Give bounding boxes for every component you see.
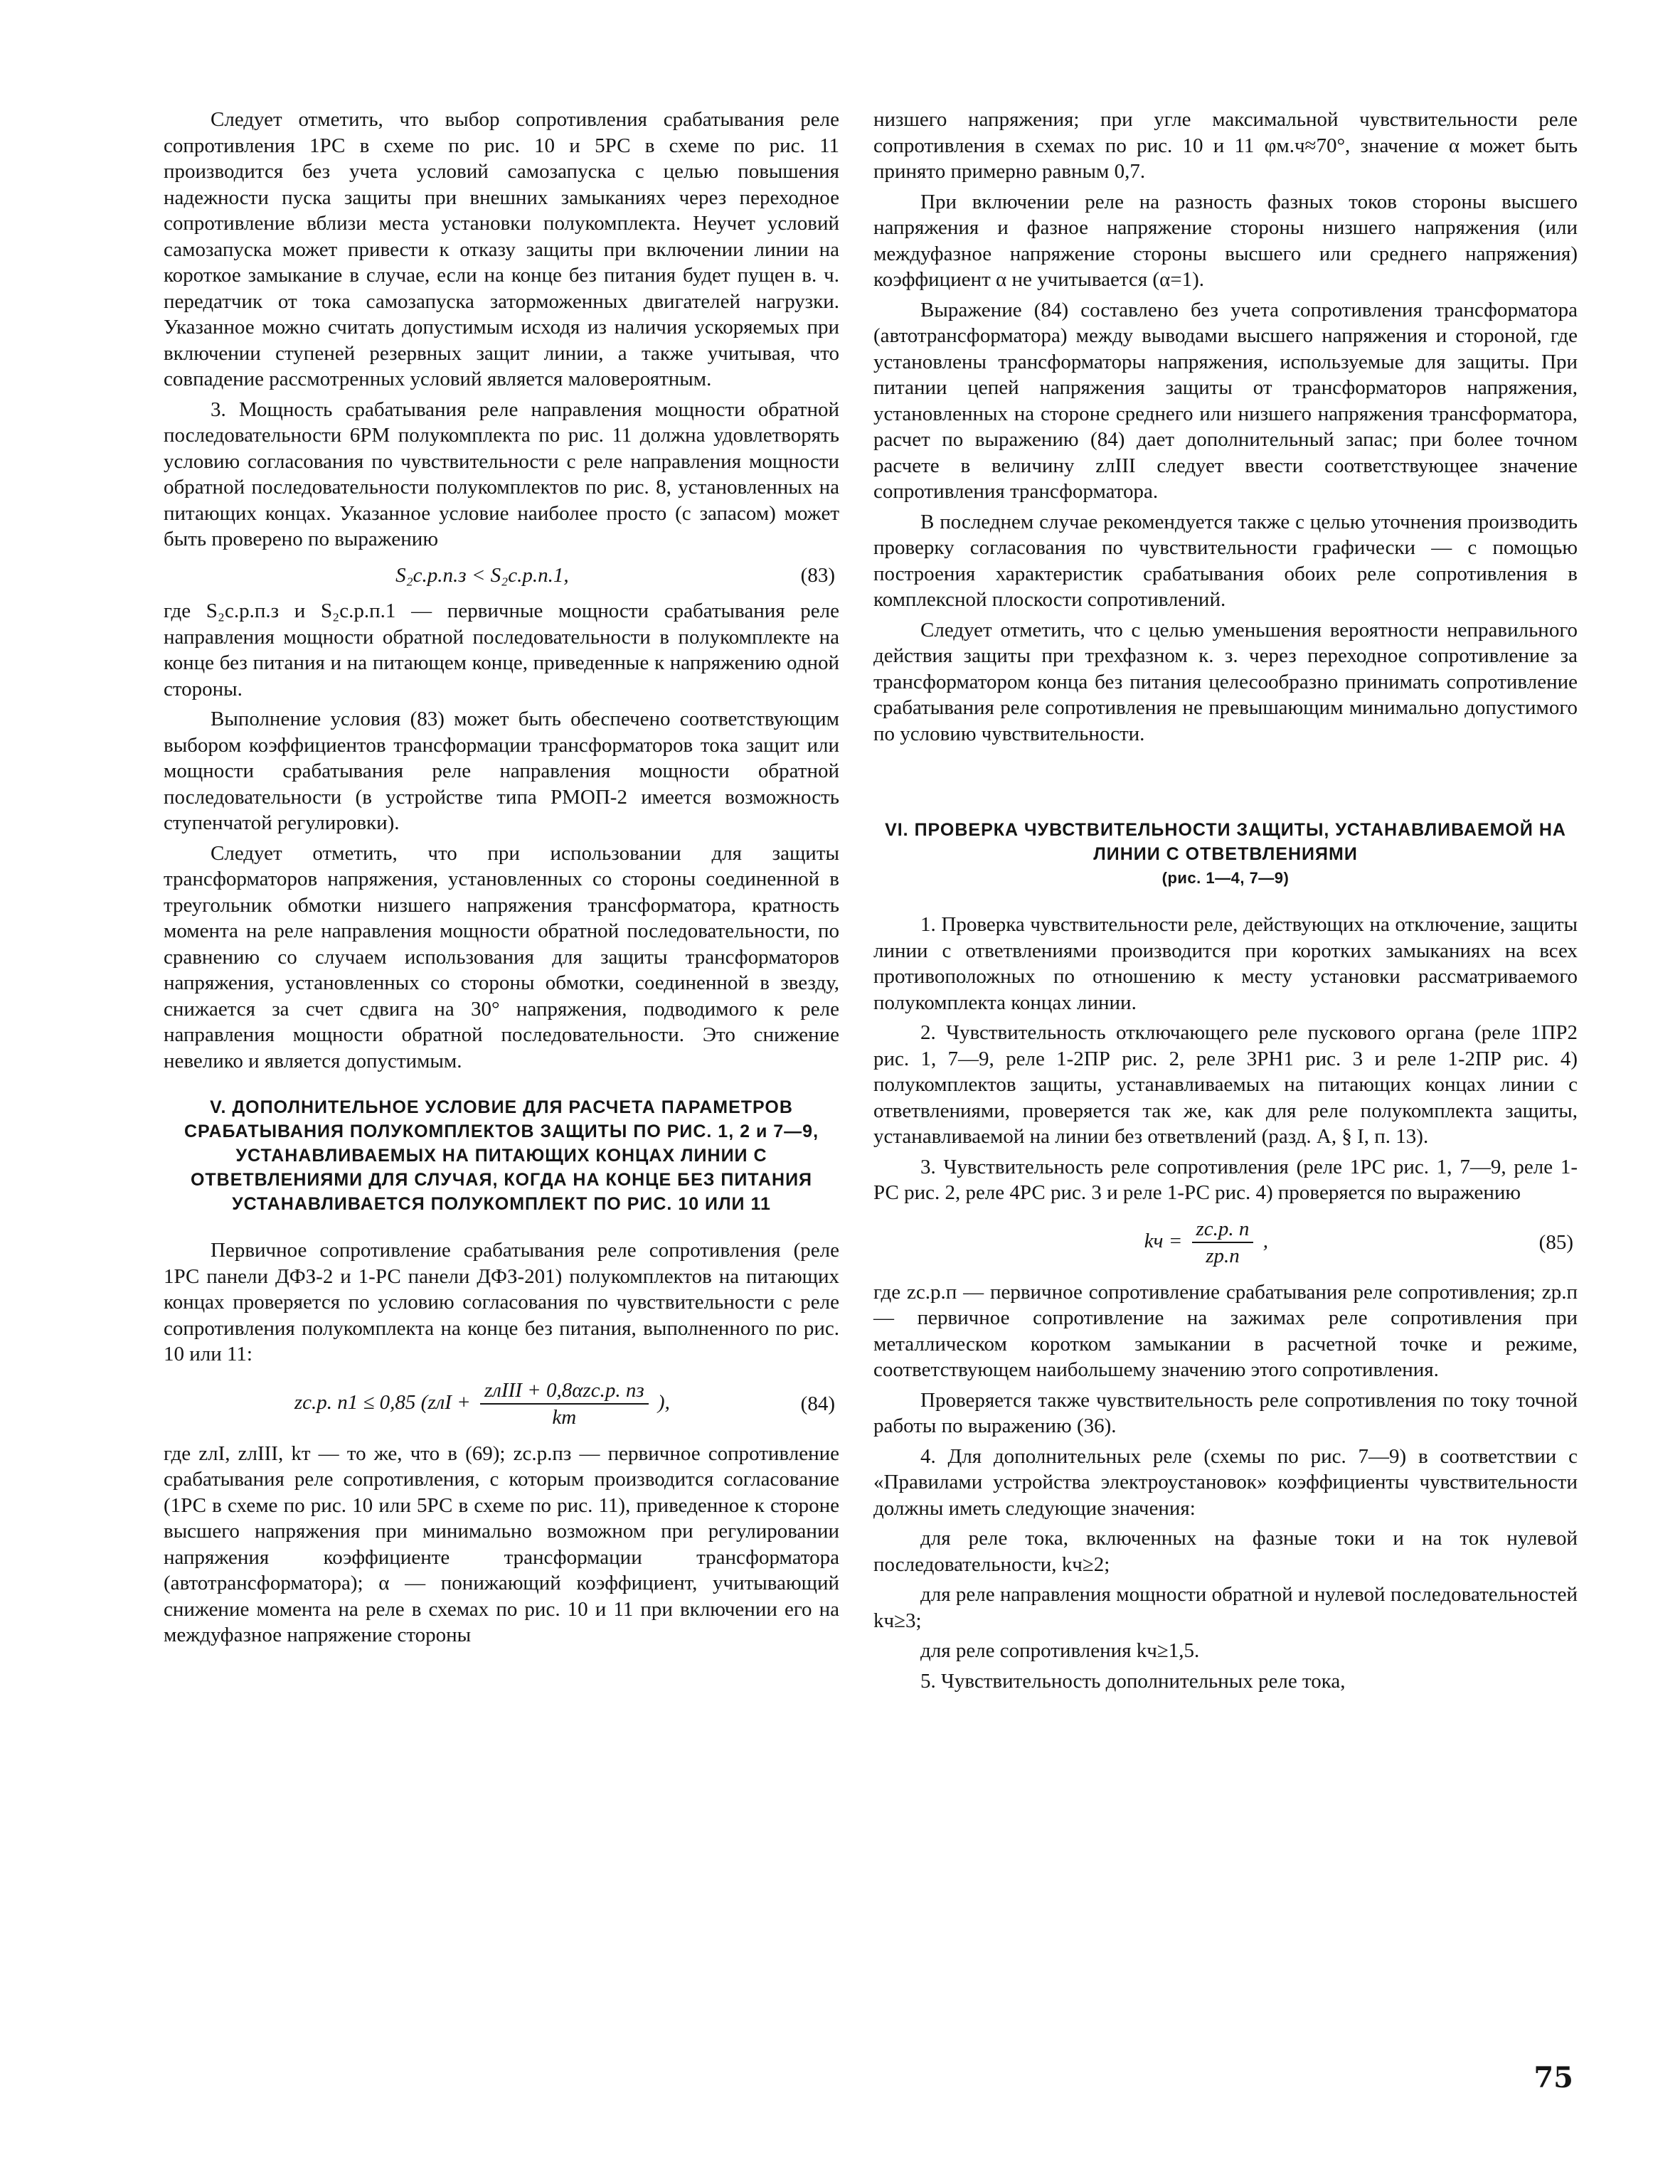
formula-85-denominator: zр.п (1206, 1245, 1240, 1267)
formula-84-expression (164, 1378, 801, 1431)
paragraph: Выполнение условия (83) может быть обеспечено соответствующим выбором коэффициентов трансформации трансформаторов тока защит или мощности срабатывания реле направления мощности обратной последовательности (в устройстве типа РМОП-2 имеется возможность ступенчатой регулировки). (164, 708, 839, 834)
formula-84-denominator: kт (552, 1406, 577, 1429)
paragraph: низшего напряжения; при угле максимальной чувствительности реле сопротивления в схемах по рис. 10 и 11 φм.ч≈70°, значение α может быть принято примерно равным 0,7. (873, 108, 1578, 183)
paragraph: Следует отметить, что выбор сопротивления срабатывания реле сопротивления 1РС в схеме по рис. 10 и 5РС в схеме по рис. 11 производится без учета условий самозапуска с целью повышения надежности пуска защиты при внешних замыканиях через переходное сопротивление вблизи места установки полукомплекта. Неучет условий самозапуска может привести к отказу защиты при включении линии на короткое замыкание в случае, если на конце без питания будет пущен в. ч. передатчик от тока самозапуска заторможенных двигателей нагрузки. Указанное можно считать допустимым исходя из наличия ускоряемых при включении ступеней резервных защит линии, а также учитывая, что совпадение рассмотренных условий является маловероятным. (164, 108, 839, 390)
paragraph: где S₂с.р.п.з и S₂с.р.п.1 — первичные мощности срабатывания реле направления мощности обратной последовательности в полукомплекте на конце без питания и на питающем конце, приведенные к напряжению одной стороны. (164, 600, 839, 701)
formula-85 (873, 1216, 1578, 1269)
left-column (164, 107, 839, 1653)
formula-85-number: (85) (1538, 1230, 1573, 1254)
formula-84-fraction (480, 1378, 649, 1431)
formula-83-expression: S₂с.р.п.з < S₂с.р.п.1, (395, 563, 569, 587)
formula-84-right: ), (657, 1390, 670, 1414)
section-heading-vi (873, 818, 1578, 890)
paragraph: 4. Для дополнительных реле (схемы по рис. 7—9) в соответствии с «Правилами устройства электроустановок» коэффициенты чувствительности должны иметь следующие значения: (873, 1444, 1578, 1520)
section-heading-vi-title: VI. ПРОВЕРКА ЧУВСТВИТЕЛЬНОСТИ ЗАЩИТЫ, УСТАНАВЛИВАЕМОЙ НА ЛИНИИ С ОТВЕТВЛЕНИЯМИ (885, 820, 1566, 864)
section-heading-vi-subtitle: (рис. 1—4, 7—9) (1161, 869, 1290, 887)
paragraph: В последнем случае рекомендуется также с целью уточнения производить проверку согласования по чувствительности графически — с помощью построения характеристик срабатывания обоих реле сопротивления в комплексной плоскости сопротивлений. (873, 510, 1578, 611)
paragraph: для реле направления мощности обратной и нулевой последовательностей kч≥3; (873, 1583, 1578, 1632)
page-number: 75 (1533, 2061, 1573, 2094)
paragraph: для реле сопротивления kч≥1,5. (920, 1639, 1200, 1662)
paragraph: Следует отметить, что при использовании для защиты трансформаторов напряжения, установленных со стороны соединенной в треугольник обмотки низшего напряжения трансформатора, кратность момента на реле направления мощности обратной последовательности, по сравнению со случаем использования для защиты трансформаторов напряжения, установленных со стороны обмотки, соединенной в звезду, снижается за счет сдвига на 30° напряжения, подводимого к реле направления мощности обратной последовательности. Это снижение невелико и является допустимым. (164, 841, 839, 1072)
paragraph: 3. Мощность срабатывания реле направления мощности обратной последовательности 6РМ полукомплекта по рис. 11 должна удовлетворять условию согласования по чувствительности с реле направления мощности обратной последовательности полукомплектов по рис. 8, установленных на питающих концах. Указанное условие наиболее просто (с запасом) может быть проверено по выражению (164, 398, 839, 550)
formula-84 (164, 1378, 839, 1431)
right-column (873, 107, 1578, 1698)
paragraph: 5. Чувствительность дополнительных реле тока, (920, 1669, 1346, 1693)
formula-85-expression (873, 1216, 1539, 1269)
paragraph: Первичное сопротивление срабатывания реле сопротивления (реле 1РС панели ДФЗ-2 и 1-РС панели ДФЗ-201) полукомплектов на питающих концах проверяется по условию согласования по чувствительности с реле сопротивления полукомплекта на конце без питания, выполненного по рис. 10 или 11: (164, 1239, 839, 1365)
formula-84-left: zс.р. п1 ≤ 0,85 (zлI + (294, 1390, 471, 1414)
paragraph: Следует отметить, что с целью уменьшения вероятности неправильного действия защиты при трехфазном к. з. через переходное сопротивление за трансформатором конца без питания целесообразно принимать сопротивление срабатывания реле сопротивления не превышающим минимально допустимого по условию чувствительности. (873, 618, 1578, 745)
formula-84-numerator: zлIII + 0,8αzс.р. пз (480, 1378, 649, 1405)
paragraph: для реле тока, включенных на фазные токи и на ток нулевой последовательности, kч≥2; (873, 1527, 1578, 1576)
formula-83-number: (83) (800, 563, 835, 587)
paragraph: Проверяется также чувствительность реле сопротивления по току точной работы по выражению (36). (873, 1388, 1578, 1437)
paragraph: 2. Чувствительность отключающего реле пускового органа (реле 1ПР2 рис. 1, 7—9, реле 1-2ПР рис. 2, реле 3РН1 рис. 3 и реле 1-2ПР рис. 4) полукомплектов защиты, устанавливаемых на питающих концах линии с ответвлениями, проверяется так же, как для реле полукомплекта защиты, устанавливаемой на линии без ответвлений (разд. А, § I, п. 13). (873, 1021, 1578, 1148)
formula-85-left: kч = (1144, 1229, 1183, 1252)
paragraph: 3. Чувствительность реле сопротивления (реле 1РС рис. 1, 7—9, реле 1-РС рис. 2, реле 4РС рис. 3 и реле 1-РС рис. 4) проверяется по выражению (873, 1155, 1578, 1204)
paragraph: Выражение (84) составлено без учета сопротивления трансформатора (автотрансформатора) между выводами высшего напряжения и стороной, где установлены трансформаторы напряжения, используемые для защиты. При питании цепей напряжения защиты от трансформаторов напряжения, установленных на стороне среднего или низшего напряжения трансформатора, расчет по выражению (84) дает дополнительный запас; при более точном расчете в величину zлIII следует ввести соответствующее значение сопротивления трансформатора. (873, 298, 1578, 503)
paragraph: 1. Проверка чувствительности реле, действующих на отключение, защиты линии с ответвлениями производится при коротких замыканиях на всех противоположных по отношению к месту установки рассматриваемого полукомплекта концах линии. (873, 913, 1578, 1014)
formula-83 (164, 563, 839, 589)
formula-85-right: , (1262, 1229, 1268, 1252)
formula-85-fraction (1192, 1216, 1254, 1269)
paragraph: где zс.р.п — первичное сопротивление срабатывания реле сопротивления; zр.п — первичное сопротивление на зажимах реле сопротивления при металлическом коротком замыкании в расчетной точке и режиме, соответствующем наибольшему значению этого сопротивления. (873, 1280, 1578, 1381)
section-heading-v: V. ДОПОЛНИТЕЛЬНОЕ УСЛОВИЕ ДЛЯ РАСЧЕТА ПАРАМЕТРОВ СРАБАТЫВАНИЯ ПОЛУКОМПЛЕКТОВ ЗАЩИТЫ ПО РИС. 1, 2 и 7—9, УСТАНАВЛИВАЕМЫХ НА ПИТАЮЩИХ КОНЦАХ ЛИНИИ С ОТВЕТВЛЕНИЯМИ ДЛЯ СЛУЧАЯ, КОГДА НА КОНЦЕ БЕЗ ПИТАНИЯ УСТАНАВЛИВАЕТСЯ ПОЛУКОМПЛЕКТ ПО РИС. 10 ИЛИ 11 (184, 1097, 819, 1214)
paragraph: где zлI, zлIII, kт — то же, что в (69); zс.р.пз — первичное сопротивление срабатывания реле сопротивления, с которым производится согласование (1РС в схеме по рис. 10 или 5РС в схеме по рис. 11), приведенное к стороне высшего напряжения при минимально возможном при регулировании напряжения коэффициенте трансформации трансформатора (автотрансформатора); α — понижающий коэффициент, учитывающий снижение момента на реле в схемах по рис. 10 и 11 при включении его на междуфазное напряжение стороны (164, 1442, 839, 1646)
formula-84-number: (84) (800, 1392, 835, 1415)
spacer (873, 751, 1578, 797)
formula-85-numerator: zс.р. п (1192, 1216, 1254, 1244)
paragraph: При включении реле на разность фазных токов стороны высшего напряжения и фазное напряжение стороны низшего напряжения (или междуфазное напряжение стороны высшего или среднего напряжения) коэффициент α не учитывается (α=1). (873, 190, 1578, 291)
